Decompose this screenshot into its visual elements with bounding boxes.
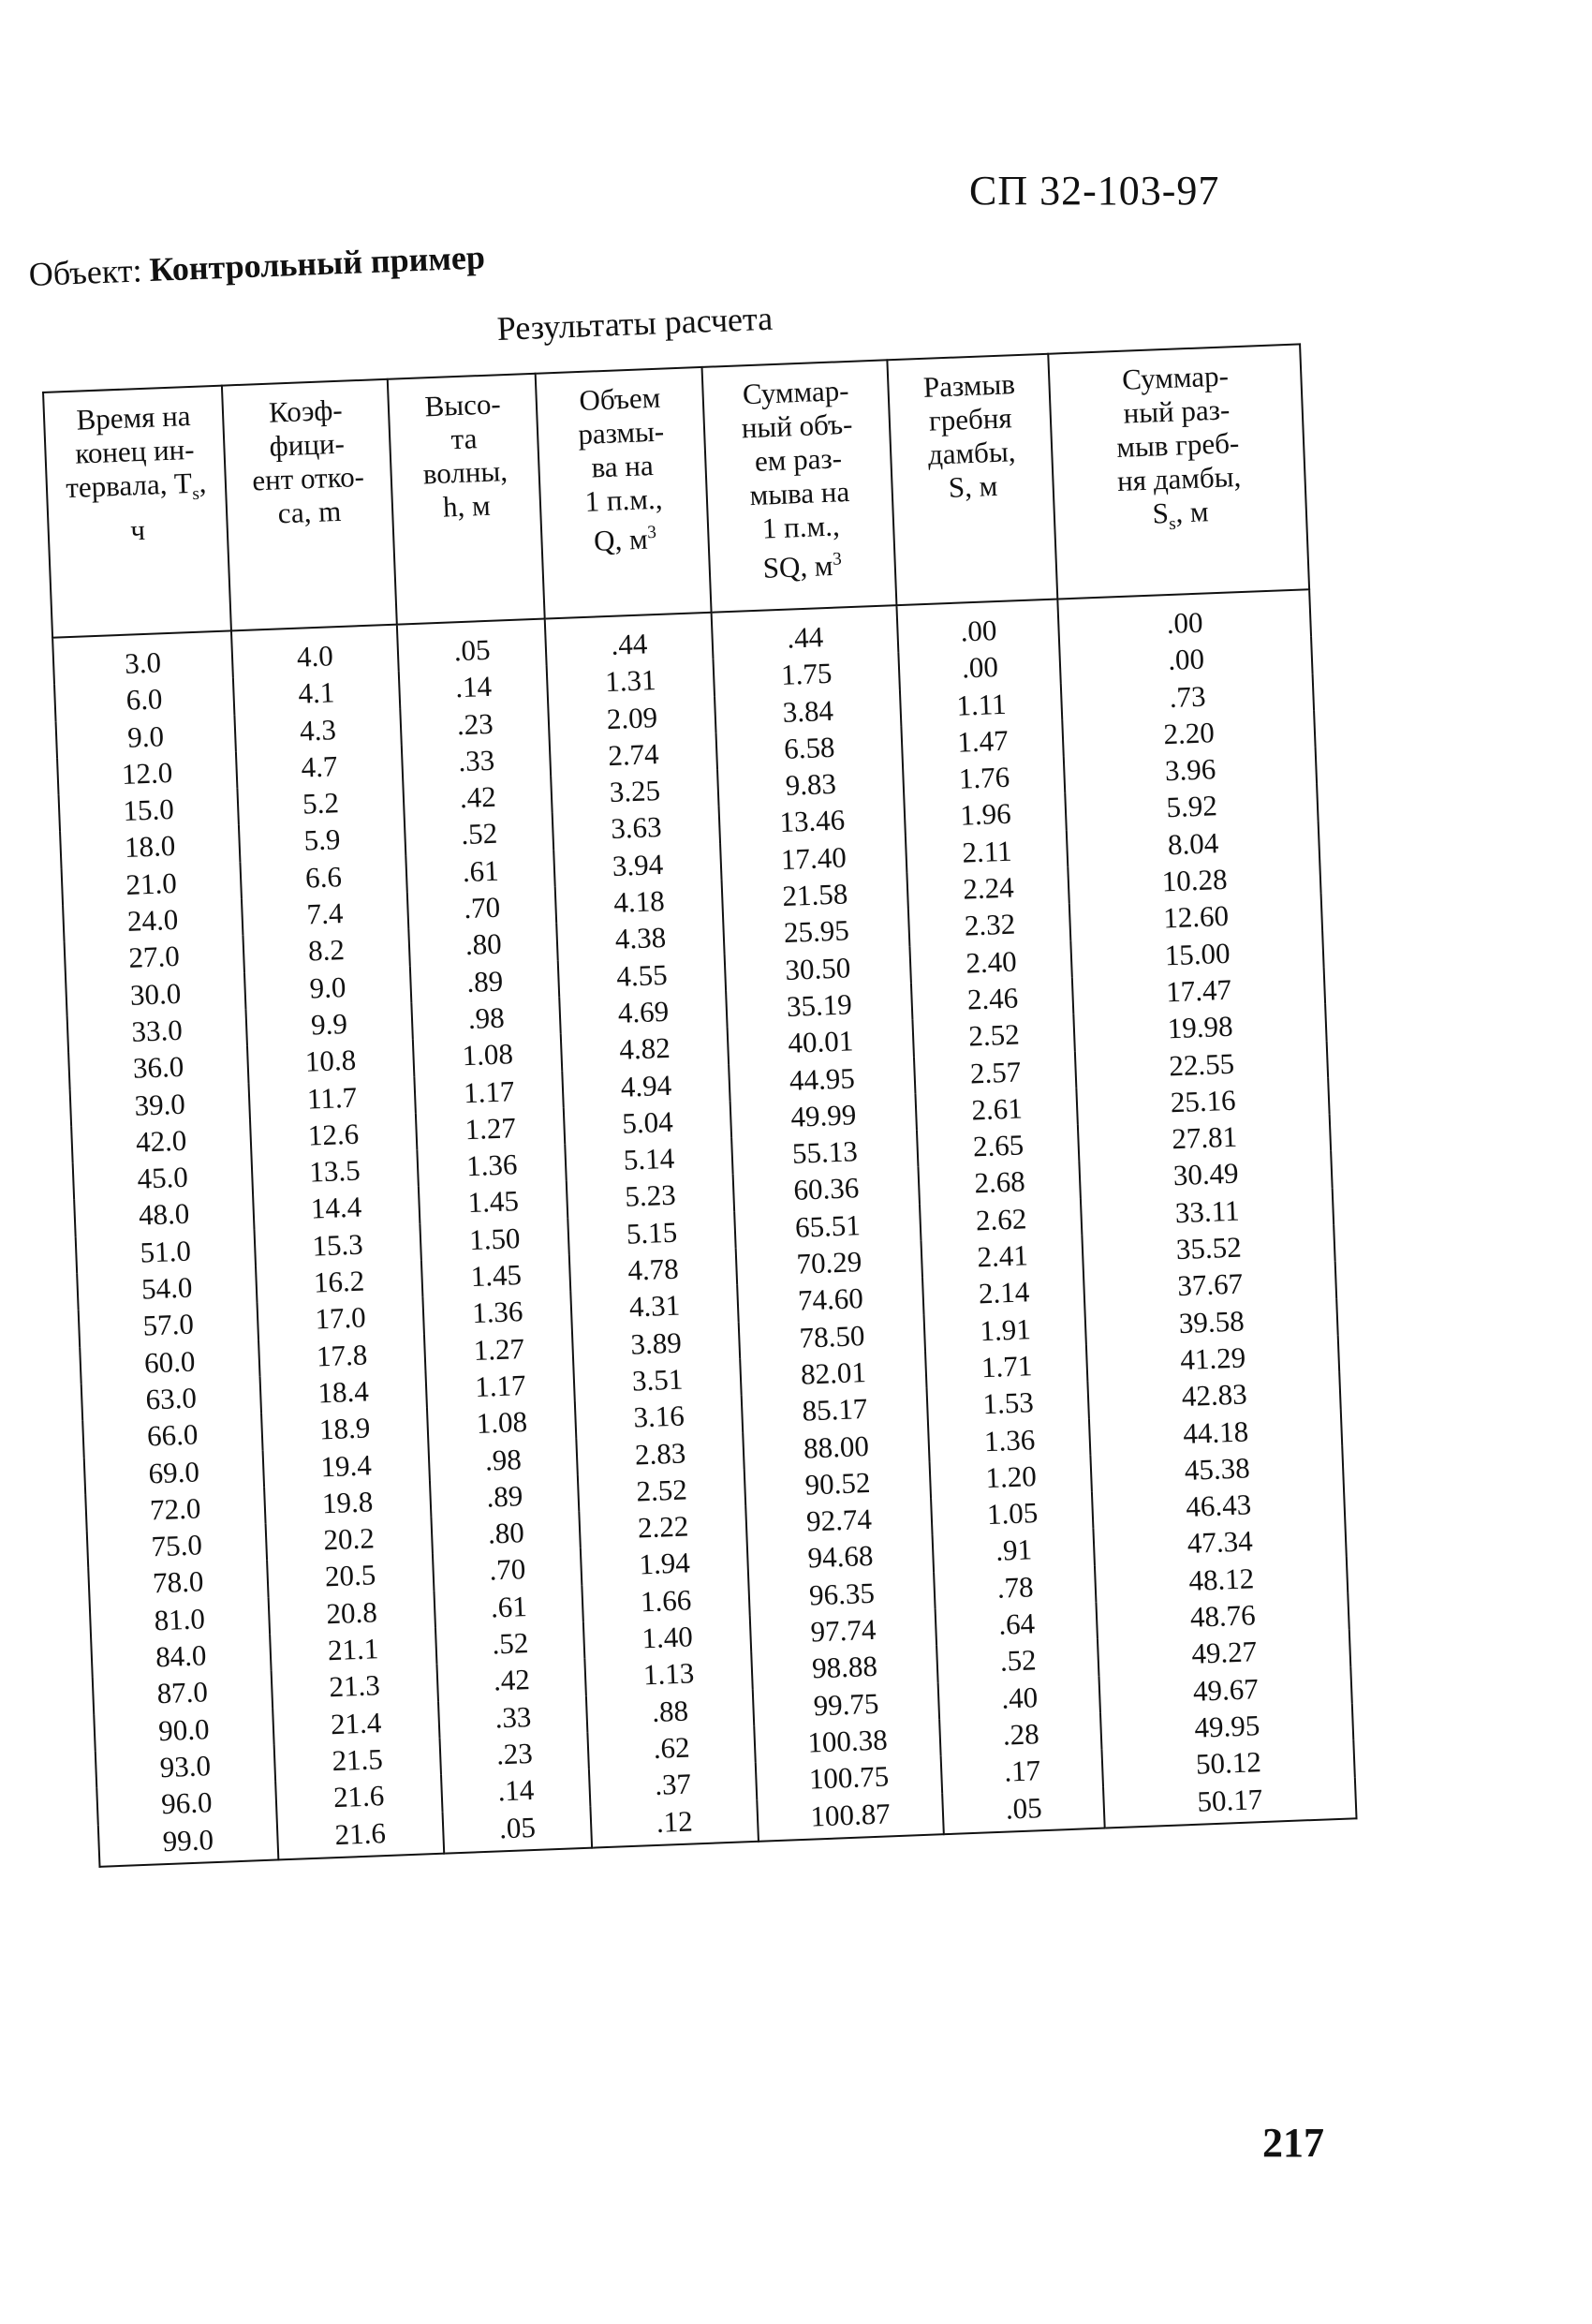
table-cell: .05 [442,1806,592,1853]
table-cell: 90.52 [744,1461,931,1505]
col-header-crest-erosion: Размыв гребня дамбы, S, м [888,354,1058,605]
table-cell: 70.29 [735,1241,922,1285]
table-cell: 21.58 [721,873,908,917]
table-cell: .61 [405,850,555,892]
table-cell: 1.31 [547,659,715,703]
table-cell: 1.27 [424,1328,574,1370]
table-cell: 78.0 [88,1561,268,1605]
table-cell: 33.11 [1081,1188,1334,1235]
table-cell: 4.7 [236,745,404,788]
table-cell: 94.68 [746,1535,934,1579]
table-cell: 4.94 [563,1064,730,1107]
table-cell: 12.0 [57,751,237,795]
table-cell: 3.0 [52,630,232,685]
table-cell: 6.6 [240,855,407,898]
table-cell: 20.8 [268,1591,435,1635]
table-cell: 1.17 [425,1365,575,1407]
table-cell: 48.0 [74,1192,254,1236]
table-cell: 84.0 [91,1635,271,1679]
table-cell: 5.2 [237,782,405,825]
table-cell: .23 [439,1733,589,1775]
table-cell: .00 [897,600,1060,653]
table-cell: 66.0 [82,1414,262,1458]
table-cell: .52 [405,813,554,855]
table-cell: .42 [403,777,553,819]
table-cell: 30.49 [1080,1151,1333,1198]
table-cell: 4.69 [560,990,728,1033]
table-cell: 20.5 [267,1554,435,1597]
table-cell: 9.0 [244,966,412,1009]
table-cell: 96.0 [96,1782,276,1826]
table-cell: 5.23 [567,1175,734,1218]
table-cell: .62 [588,1726,756,1769]
table-cell: .33 [402,739,552,781]
table-cell: .42 [436,1659,586,1701]
table-cell: 49.99 [730,1094,917,1138]
table-cell: 1.08 [413,1033,563,1075]
table-cell: 1.96 [905,793,1067,836]
table-cell: 2.83 [577,1432,744,1475]
table-cell: 27.81 [1078,1115,1331,1162]
table-cell: .37 [589,1763,757,1806]
table-cell: 16.2 [256,1260,423,1303]
table-cell: .00 [899,646,1061,689]
page-number: 217 [1262,2120,1324,2166]
table-cell: .40 [938,1676,1100,1719]
table-cell: 4.0 [231,625,399,678]
table-cell: .00 [1058,589,1311,646]
table-cell: 1.40 [583,1616,751,1659]
table-cell: .05 [943,1786,1105,1834]
table-cell: 5.14 [566,1137,733,1180]
table-cell: .33 [438,1695,588,1738]
table-cell: 2.52 [913,1014,1075,1057]
table-cell: 5.9 [239,819,406,862]
table-cell: .98 [428,1438,578,1480]
table-cell: 11.7 [248,1076,416,1119]
table-cell: 6.0 [54,678,234,722]
table-cell: 4.78 [569,1248,737,1291]
table-cell: 72.0 [85,1488,265,1532]
table-cell: 33.0 [67,1009,247,1053]
table-cell: 4.1 [233,672,401,715]
table-cell: 49.27 [1098,1630,1350,1677]
table-cell: .70 [407,886,557,928]
table-cell: 2.20 [1063,710,1316,757]
table-cell: 75.0 [87,1524,267,1568]
table-cell: 5.92 [1066,784,1319,831]
table-cell: .91 [933,1529,1095,1572]
table-cell: 50.17 [1103,1777,1356,1828]
table-cell: 69.0 [84,1450,264,1494]
table-cell: 9.83 [717,762,905,807]
table-cell: 3.25 [552,770,719,813]
table-cell: 13.5 [251,1149,419,1192]
table-cell: 18.4 [259,1370,427,1414]
table-cell: 1.47 [902,719,1064,762]
table-cell: 4.55 [558,954,726,997]
table-cell: 2.32 [908,904,1070,947]
table-cell: 12.6 [250,1113,418,1156]
table-cell: 2.40 [910,940,1072,984]
table-cell: .98 [411,997,561,1039]
table-cell: 2.65 [917,1124,1079,1167]
table-cell: .61 [434,1586,583,1628]
table-cell: 21.5 [273,1739,441,1782]
table-cell: 2.57 [914,1051,1076,1094]
table-cell: 4.82 [561,1028,729,1071]
col-header-wave-height: Высо- та волны, h, м [388,374,545,625]
table-cell: 6.58 [715,726,903,770]
table-cell: .89 [410,960,560,1002]
table-cell: 1.71 [925,1345,1087,1388]
table-cell: 1.50 [420,1218,569,1260]
table-cell: 37.67 [1083,1262,1336,1309]
table-cell: 17.40 [720,836,907,881]
table-cell: 100.38 [754,1719,941,1763]
table-cell: 1.11 [900,683,1062,726]
table-cell: 1.13 [585,1652,753,1695]
table-cell: 1.27 [416,1107,566,1149]
table-cell: 60.0 [80,1340,259,1384]
table-cell: 90.0 [94,1708,273,1752]
table-cell: 81.0 [90,1597,270,1641]
table-cell: 19.4 [262,1444,430,1488]
table-cell: 65.51 [734,1204,921,1248]
table-cell: 30.50 [724,947,911,991]
table-cell: 3.96 [1064,747,1317,793]
table-cell: 1.36 [422,1291,572,1333]
table-cell: 49.95 [1100,1703,1353,1750]
table-cell: 18.0 [60,825,240,869]
table-cell: 63.0 [81,1377,261,1421]
table-cell: .78 [935,1565,1097,1608]
table-cell: .80 [431,1512,581,1554]
table-body [52,589,1356,1866]
table-cell: 15.3 [254,1223,421,1266]
table-cell: 30.0 [66,972,245,1016]
table-cell: 1.45 [419,1181,568,1223]
table-cell: 4.3 [234,708,402,751]
table-cell: 48.76 [1097,1592,1349,1639]
table-cell: 3.84 [715,689,902,733]
table-cell: .28 [940,1713,1102,1756]
table-cell: 1.05 [932,1492,1094,1535]
table-cell: 10.8 [247,1040,415,1083]
table-cell: 39.58 [1085,1298,1338,1345]
table-cell: 4.38 [557,917,725,960]
table-cell: 5.15 [568,1211,736,1254]
table-cell: 1.53 [927,1382,1089,1425]
table-cell: 40.01 [727,1020,914,1064]
table-cell: 57.0 [79,1303,258,1347]
table-cell: 8.2 [243,929,410,972]
col-header-erosion-volume: Объем размы- ва на 1 п.м., Q, $м^3$ [536,367,711,619]
table-cell: .14 [399,666,549,708]
table-cell: .52 [937,1639,1099,1682]
results-table [42,343,1358,1867]
table-cell: 15.00 [1071,931,1324,978]
table-cell: 24.0 [63,898,243,942]
table-cell: 2.68 [919,1162,1081,1205]
table-cell: 78.50 [738,1314,925,1358]
table-cell: 45.38 [1091,1445,1344,1492]
table-cell: 1.36 [417,1144,567,1186]
table-cell: 44.95 [729,1057,916,1101]
table-cell: 3.89 [572,1322,740,1365]
table-cell: 48.12 [1095,1556,1348,1603]
table-cell: 85.17 [741,1388,928,1432]
table-cell: 93.0 [96,1744,275,1788]
table-cell: .17 [941,1750,1103,1793]
table-cell: 21.3 [271,1665,438,1708]
table-cell: .23 [400,703,550,745]
table-cell: .44 [711,605,899,659]
table-cell: 9.0 [56,715,236,759]
table-cell: 3.63 [553,807,720,850]
table-cell: 60.36 [732,1167,920,1211]
table-cell: 92.74 [745,1499,933,1543]
table-cell: 82.01 [740,1351,927,1395]
table-header-row [43,344,1309,637]
table-cell: 2.24 [907,866,1069,910]
table-cell: 3.94 [554,843,722,886]
table-cell: 21.4 [273,1701,440,1744]
col-header-time: Время на конец ин- тервала, $T_s$, ч [43,386,231,638]
table-cell: 17.8 [258,1334,426,1377]
table-cell: 42.83 [1088,1372,1341,1419]
col-header-total-erosion-volume: Суммар- ный объ- ем раз- мыва на 1 п.м., SQ, $м^3$ [701,360,897,612]
table-cell: .89 [430,1475,580,1517]
table-cell: 45.0 [73,1156,253,1200]
table-cell: .64 [936,1603,1098,1646]
table-cell: 50.12 [1102,1740,1355,1787]
col-header-slope-coef: Коэф- фици- ент отко- са, m [222,379,397,631]
table-cell: 1.91 [924,1309,1086,1352]
object-value: Контрольный пример [148,238,486,289]
table-cell: 7.4 [242,893,409,936]
results-title: Результаты расчета [496,299,774,348]
table-cell: .70 [433,1548,582,1591]
table-cell: 2.41 [921,1235,1083,1278]
table-cell: 25.95 [723,910,910,954]
table-cell: 36.0 [68,1045,248,1089]
table-cell: 9.9 [245,1002,413,1045]
table-cell: 13.46 [718,799,906,843]
table-cell: 19.98 [1074,1004,1327,1051]
table-cell: 25.16 [1077,1078,1330,1125]
table-cell: 49.67 [1099,1666,1352,1713]
table-cell: 99.75 [752,1682,939,1726]
table-cell: 21.1 [270,1628,437,1671]
table-cell: 2.14 [922,1271,1084,1314]
col-header-total-crest-erosion: Суммар- ный раз- мыв греб- ня дамбы, $S_s$, м [1049,344,1310,599]
table-cell: 17.47 [1072,968,1325,1014]
table-cell: .05 [397,619,547,672]
table-cell: 8.04 [1067,821,1319,867]
table-cell: 3.16 [575,1395,743,1438]
table-cell: 1.94 [581,1542,748,1585]
table-cell: 2.61 [916,1088,1078,1131]
table-cell: 41.29 [1086,1336,1339,1383]
results-table-container [42,343,1354,1858]
table-cell: 88.00 [743,1425,930,1469]
table-cell: 98.88 [751,1646,938,1690]
table-cell: 47.34 [1094,1519,1347,1566]
table-cell: 27.0 [65,936,244,980]
table-cell: 12.60 [1069,894,1322,940]
table-cell: .73 [1061,674,1314,720]
table-cell: 2.74 [550,733,717,777]
table-cell: 19.8 [264,1481,432,1524]
table-cell: 87.0 [93,1671,273,1715]
table-cell: 5.04 [564,1101,731,1144]
table-cell: 4.31 [571,1285,739,1328]
table-cell: 46.43 [1092,1483,1345,1530]
table-cell: 21.0 [62,862,242,906]
table-cell: 15.0 [59,789,239,833]
table-cell: 100.87 [757,1793,944,1842]
table-cell: 4.18 [555,881,723,924]
table-cell: 2.22 [580,1505,747,1548]
table-cell: 3.51 [574,1358,742,1401]
table-cell: 44.18 [1089,1409,1342,1456]
table-cell: 2.11 [906,830,1068,873]
table-cell: 1.08 [427,1401,577,1443]
table-cell: 1.17 [414,1071,564,1113]
table-cell: 55.13 [731,1131,919,1175]
table-cell: 100.75 [755,1755,942,1799]
table-cell: 54.0 [77,1266,257,1310]
table-cell: 99.0 [98,1818,278,1867]
table-cell: 74.60 [737,1278,924,1322]
table-cell: .80 [408,924,558,966]
table-cell: 51.0 [76,1230,256,1274]
table-cell: 10.28 [1069,857,1321,904]
table-cell: 42.0 [71,1119,251,1163]
table-cell: .52 [435,1622,585,1665]
table-cell: 35.19 [726,984,913,1028]
table-cell: .88 [586,1690,754,1733]
table-cell: 39.0 [70,1083,250,1127]
table-cell: 21.6 [276,1812,444,1859]
table-cell: 2.46 [911,977,1073,1020]
table-cell: .00 [1060,636,1313,683]
table-cell: 14.4 [253,1187,420,1230]
table-cell: 97.74 [749,1608,936,1652]
object-label: Объект: [28,251,143,293]
object-line [28,237,486,294]
table-cell: 22.55 [1075,1041,1328,1088]
table-cell: .44 [545,613,713,666]
table-cell: 35.52 [1083,1225,1335,1272]
table-cell: 2.62 [920,1198,1082,1241]
table-cell: 1.36 [928,1418,1090,1461]
table-cell: 18.9 [261,1407,429,1450]
table-cell: 1.45 [421,1254,571,1296]
table-cell: 17.0 [257,1296,424,1340]
document-code: СП 32-103-97 [969,168,1220,214]
table-cell: 1.20 [930,1456,1092,1499]
table-cell: .12 [591,1799,759,1847]
table-cell: 1.75 [713,652,900,696]
table-cell: 1.66 [582,1579,750,1622]
table-cell: 21.6 [275,1775,443,1818]
table-cell: 2.09 [549,696,716,739]
table-cell: 1.76 [903,757,1065,800]
table-cell: 20.2 [265,1517,433,1561]
table-cell: 96.35 [748,1572,936,1616]
table-cell: .14 [441,1769,591,1812]
table-cell: 2.52 [578,1469,745,1512]
